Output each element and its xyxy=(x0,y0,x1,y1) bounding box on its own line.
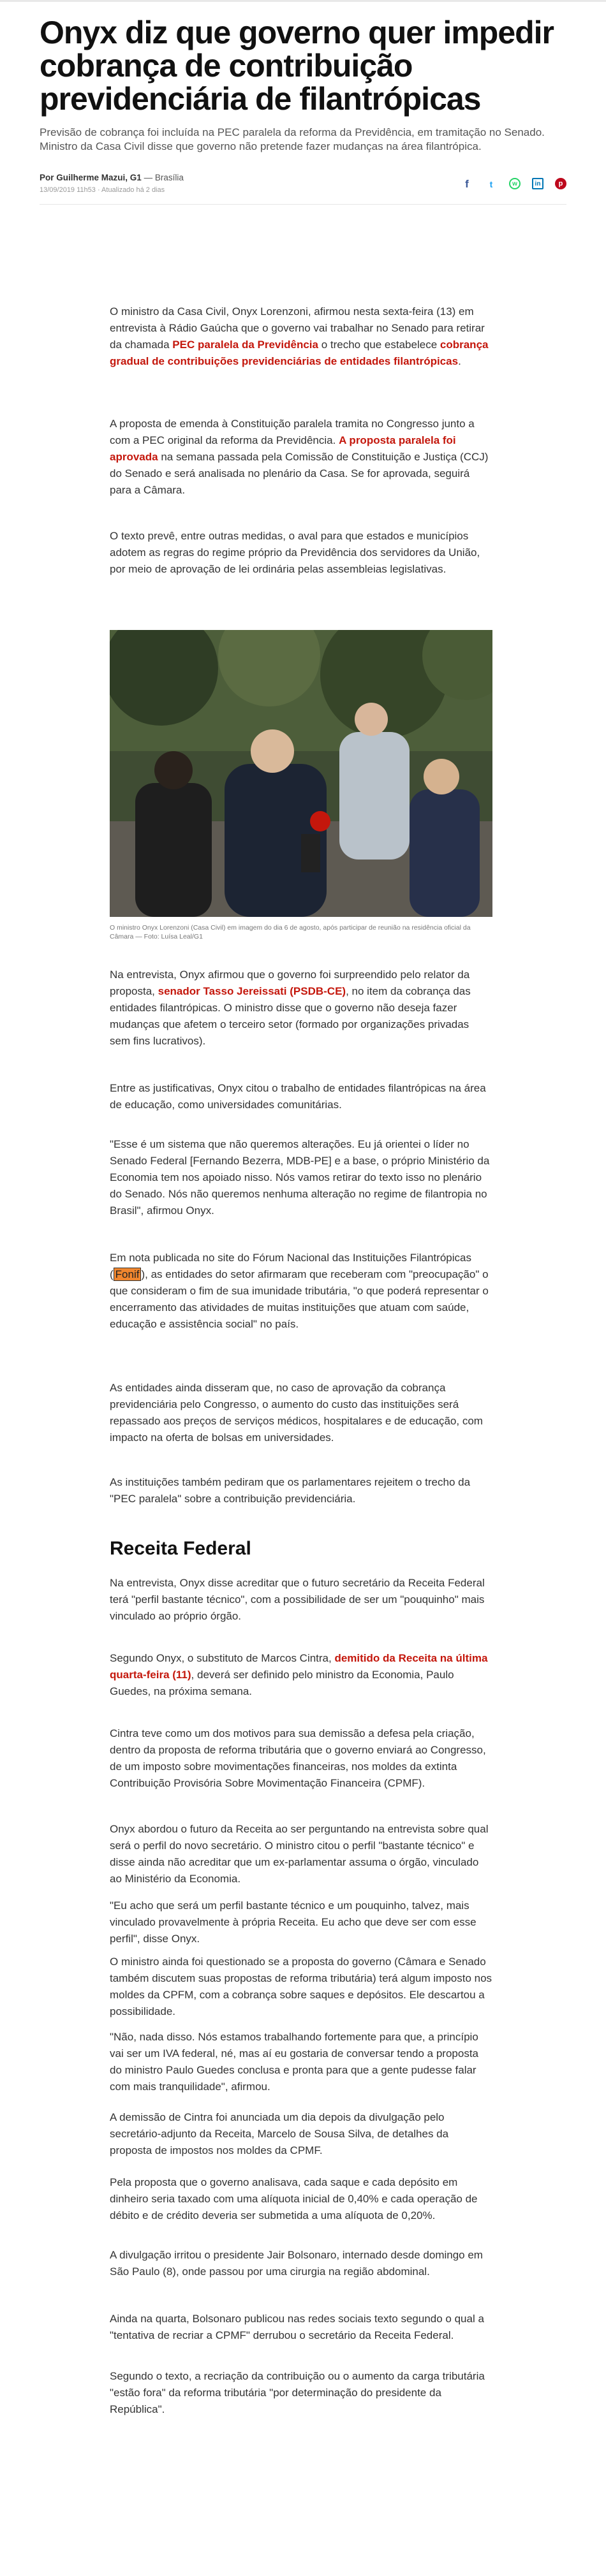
paragraph-20: Ainda na quarta, Bolsonaro publicou nas redes sociais texto segundo o qual a "tentativa de recriar a CPMF" derrubou o secretário da Receita Federal. xyxy=(110,2313,484,2341)
author-name[interactable]: Guilherme Mazui, G1 xyxy=(56,173,142,182)
photo-illustration xyxy=(110,630,492,917)
link-proposta-aprovada[interactable]: A proposta paralela foi aprovada xyxy=(110,434,456,463)
link-cintra-demitido[interactable]: demitido da Receita na última quarta-feira (11) xyxy=(110,1652,488,1681)
pinterest-icon[interactable]: p xyxy=(555,178,566,189)
section-heading-receita: Receita Federal xyxy=(110,1538,251,1559)
author-location: — Brasília xyxy=(144,173,184,182)
photo-caption: O ministro Onyx Lorenzoni (Casa Civil) em imagem do dia 6 de agosto, após participar de reunião na residência oficial da Câmara — Foto: Luísa Leal/G1 xyxy=(110,924,471,940)
p1-text-a: O ministro da Casa Civil, Onyx Lorenzoni, afirmou nesta sexta-feira (13) em entrevista à Rádio Gaúcha que o governo vai trabalhar no Senado para retirar da chamada xyxy=(110,305,485,351)
link-pec-paralela[interactable]: PEC paralela da Previdência xyxy=(172,339,318,351)
author-prefix: Por xyxy=(40,173,54,182)
paragraph-7 xyxy=(110,1250,492,1333)
p4-text-b: , no item da cobrança das entidades filantrópicas. O ministro disse que o governo não deseja fazer mudanças que afetem o terceiro setor (formado por organizações privadas sem fins lucrativos). xyxy=(110,985,471,1047)
p7-text-a: Em nota publicada no site do Fórum Nacional das Instituições Filantrópicas ( xyxy=(110,1252,471,1280)
article-photo xyxy=(110,630,492,917)
p11-text-a: Segundo Onyx, o substituto de Marcos Cintra, xyxy=(110,1652,335,1664)
highlight-fonif: Fonif xyxy=(114,1268,142,1281)
paragraph-17: A demissão de Cintra foi anunciada um dia depois da divulgação pelo secretário-adjunto da Receita, Marcelo de Sousa Silva, de detalhes da proposta de impostos nos moldes da CPMF. xyxy=(110,2111,449,2156)
paragraph-2 xyxy=(110,416,492,499)
author-block xyxy=(40,173,184,194)
link-cobranca-gradual[interactable]: cobrança gradual de contribuições previdenciárias de entidades filantrópicas xyxy=(110,339,489,367)
share-bar xyxy=(461,178,566,191)
paragraph-4 xyxy=(110,967,492,1050)
article-subtitle: Previsão de cobrança foi incluída na PEC paralela da reforma da Previdência, em tramitação no Senado. Ministro da Casa Civil disse que governo não pretende fazer mudanças na área filantrópica. xyxy=(40,126,545,152)
paragraph-15: O ministro ainda foi questionado se a proposta do governo (Câmara e Senado também discutem suas propostas de reforma tributária) terá algum imposto nos moldes da CPFM, com a cobrança sobre saques e depósitos. Ele descartou a possibilidade. xyxy=(110,1956,492,2017)
byline xyxy=(40,173,566,194)
paragraph-9: As instituições também pediram que os parlamentares rejeitem o trecho da "PEC paralela" sobre a contribuição previdenciária. xyxy=(110,1476,471,1505)
paragraph-12: Cintra teve como um dos motivos para sua demissão a defesa pela criação, dentro da proposta de reforma tributária que o governo enviará ao Congresso, de um imposto sobre movimentações financeiras, nos moldes da extinta Contribuição Provisória Sobre Movimentação Financeira (CPMF). xyxy=(110,1727,486,1789)
publish-date: 13/09/2019 11h53 · Atualizado há 2 dias xyxy=(40,186,165,194)
paragraph-10: Na entrevista, Onyx disse acreditar que o futuro secretário da Receita Federal terá "perfil bastante técnico", com a possibilidade de ser um "pouquinho" mais vinculado ao próprio órgão. xyxy=(110,1577,485,1622)
paragraph-14: "Eu acho que será um perfil bastante técnico e um pouquinho, talvez, mais vinculado provavelmente à própria Receita. Eu acho que deve ser com esse perfil", disse Onyx. xyxy=(110,1899,477,1945)
link-tasso-jereissati[interactable]: senador Tasso Jereissati (PSDB-CE) xyxy=(158,985,346,997)
linkedin-icon[interactable]: in xyxy=(532,178,543,189)
p7-text-b: ), as entidades do setor afirmaram que receberam com "preocupação" o que consideram o fim de sua imunidade tributária, "o que poderá representar o encerramento das atividades de muitas instituições que atuam com saúde, educação e assistência social" no país. xyxy=(110,1268,489,1330)
paragraph-19: A divulgação irritou o presidente Jair Bolsonaro, internado desde domingo em São Paulo (8), onde passou por uma cirurgia na região abdominal. xyxy=(110,2249,483,2278)
whatsapp-icon[interactable]: w xyxy=(509,178,521,189)
paragraph-5: Entre as justificativas, Onyx citou o trabalho de entidades filantrópicas na área de educação, como universidades comunitárias. xyxy=(110,1082,486,1111)
p2-text-a: A proposta de emenda à Constituição paralela tramita no Congresso junto a com a PEC original da reforma da Previdência. xyxy=(110,418,475,446)
facebook-icon[interactable]: f xyxy=(465,178,469,190)
p1-text-b: o trecho que estabelece xyxy=(318,339,440,351)
article-title: Onyx diz que governo quer impedir cobrança de contribuição previdenciária de filantrópicas xyxy=(40,15,554,117)
paragraph-8: As entidades ainda disseram que, no caso de aprovação da cobrança previdenciária pelo Congresso, o aumento do custo das instituições será repassado aos preços de serviços médicos, hospitalares e de educação, com impacto na oferta de bolsas em universidades. xyxy=(110,1382,483,1444)
p1-text-c: . xyxy=(458,355,461,367)
paragraph-16: "Não, nada disso. Nós estamos trabalhando fortemente para que, a princípio vai ser um IVA federal, né, mas aí eu gostaria de conversar tendo a proposta do ministro Paulo Guedes conclusa e pronta para que a gente pudesse falar com mais tranquilidade", afirmou. xyxy=(110,2031,479,2093)
paragraph-21: Segundo o texto, a recriação da contribuição ou o aumento da carga tributária "estão fora" da reforma tributária "por determinação do presidente da República". xyxy=(110,2370,485,2415)
paragraph-3: O texto prevê, entre outras medidas, o aval para que estados e municípios adotem as regras do regime próprio da Previdência dos servidores da União, por meio de aprovação de lei ordinária pelas assembleias legislativas. xyxy=(110,530,480,575)
paragraph-18: Pela proposta que o governo analisava, cada saque e cada depósito em dinheiro seria taxado com uma alíquota inicial de 0,40% e cada operação de débito e de crédito deveria ser submetida a uma alíquota de 0,20%. xyxy=(110,2176,478,2221)
header-divider xyxy=(40,204,566,205)
twitter-icon[interactable]: t xyxy=(489,179,493,189)
article-header xyxy=(0,2,606,194)
paragraph-6: "Esse é um sistema que não queremos alterações. Eu já orientei o líder no Senado Federal [Fernando Bezerra, MDB-PE] e a base, o próprio Ministério da Economia tem nos apoiado nisso. Nós vamos retirar do texto isso no plenário do Senado. Nós não queremos nenhuma alteração no regime de filantropia no Brasil", afirmou Onyx. xyxy=(110,1138,490,1217)
paragraph-11 xyxy=(110,1650,492,1700)
author-line xyxy=(40,173,184,182)
p11-text-b: , deverá ser definido pelo ministro da Economia, Paulo Guedes, na próxima semana. xyxy=(110,1669,454,1697)
paragraph-1 xyxy=(110,304,492,370)
p2-text-b: na semana passada pela Comissão de Constituição e Justiça (CCJ) do Senado e será analisada no plenário da Casa. Se for aprovada, seguirá para a Câmara. xyxy=(110,451,489,496)
p4-text-a: Na entrevista, Onyx afirmou que o governo foi surpreendido pelo relator da proposta, xyxy=(110,969,470,997)
paragraph-13: Onyx abordou o futuro da Receita ao ser perguntando na entrevista sobre qual será o perfil do novo secretário. O ministro citou o perfil "bastante técnico" e disse ainda não acreditar que um ex-parlamentar assuma o órgão, vinculado ao Ministério da Economia. xyxy=(110,1823,489,1885)
